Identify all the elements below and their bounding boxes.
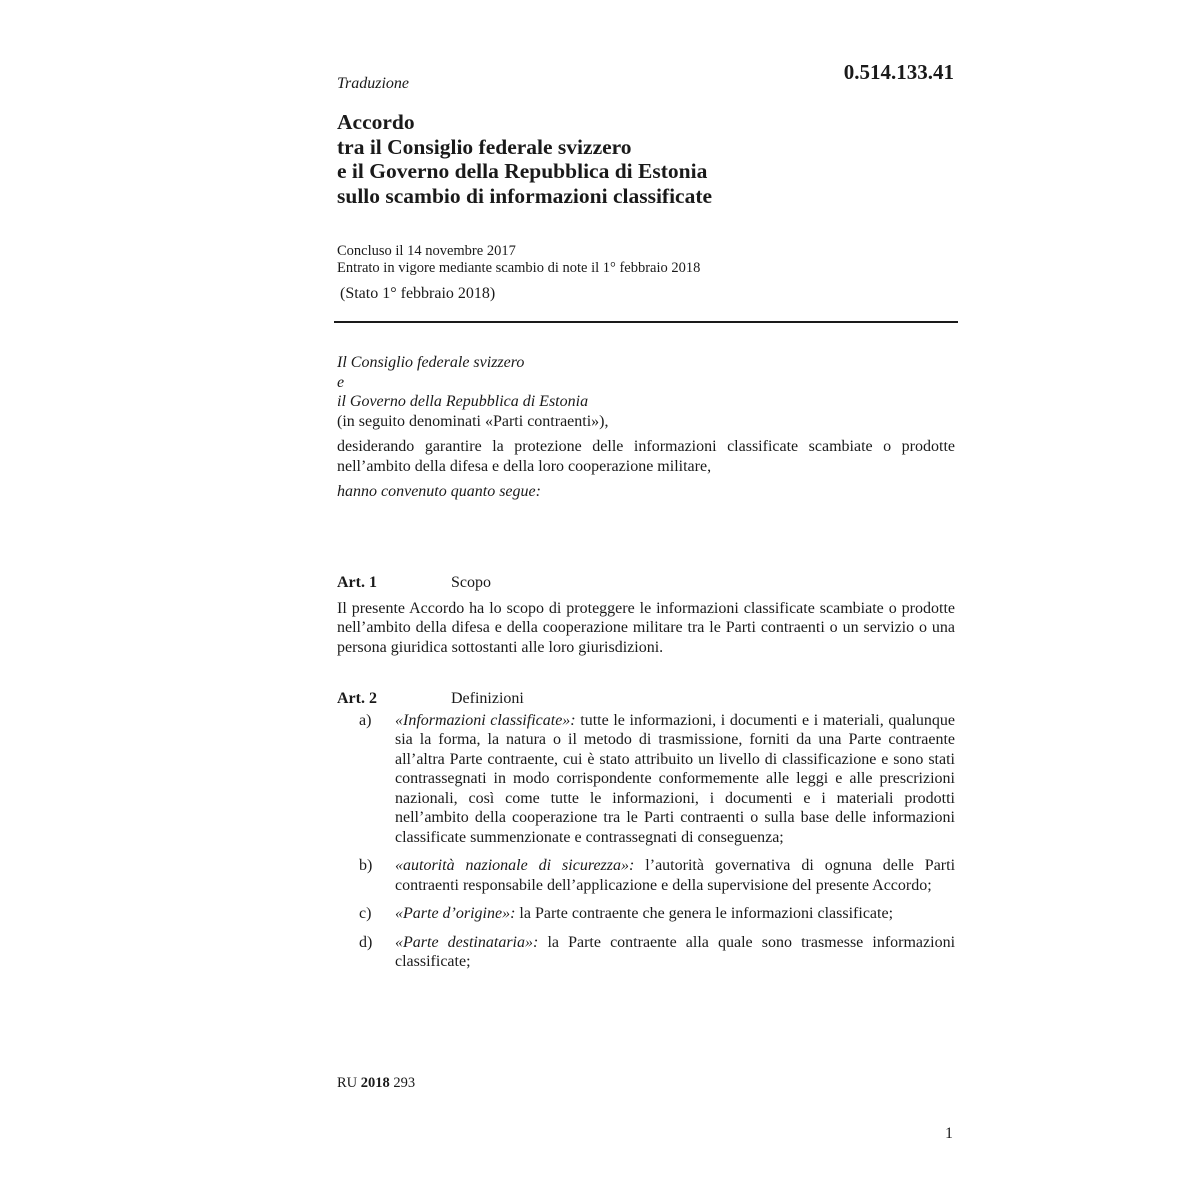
- definition-letter: a): [359, 711, 372, 729]
- definition-text: tutte le informazioni, i documenti e i materiali, qualunque sia la forma, la natura o il metodo di trasmissione, forniti da una Parte contraente all’altra Parte contraente, cui è stato attribuito un livello di classificazione e sono stati contrassegnati in modo corrispondente conformemente alle leggi e alle prescrizioni nazionali, così come tutte le informazioni, i documenti e i materiali prodotti nell’ambito della cooperazione tra le Parti contraenti o sulla base delle informazioni classificate summenzionate e contrassegnati di conseguenza;: [395, 711, 956, 846]
- official-compilation-reference: [337, 1075, 415, 1092]
- definition-item: [337, 904, 955, 924]
- definition-item: [337, 933, 955, 972]
- title-line: Accordo: [337, 110, 415, 134]
- header-divider: [334, 321, 958, 323]
- definition-item: [337, 711, 955, 848]
- definition-item: [337, 856, 955, 895]
- title-line: sullo scambio di informazioni classificate: [337, 183, 713, 208]
- document-metadata: [337, 243, 700, 277]
- preamble-recital: desiderando garantire la protezione delle informazioni classificate scambiate o prodotte nell’ambito della difesa e della loro cooperazione militare,: [337, 438, 955, 475]
- definition-term: «Informazioni classificate»:: [395, 711, 576, 729]
- article-body: Il presente Accordo ha lo scopo di proteggere le informazioni classificate scambiate o prodotte nell’ambito della difesa e della cooperazione militare tra le Parti contraenti o un servizio o una persona giuridica sottostanti alle loro giurisdizioni.: [337, 599, 955, 656]
- definition-text: la Parte contraente alla quale sono trasmesse informazioni classificate;: [395, 933, 956, 970]
- definition-letter: b): [359, 857, 373, 874]
- preamble: [337, 353, 955, 502]
- definition-term: «Parte d’origine»:: [395, 905, 516, 922]
- page-number: 1: [945, 1125, 953, 1142]
- preamble-party-1: Il Consiglio federale svizzero: [337, 354, 525, 371]
- article-number: Art. 1: [337, 574, 377, 591]
- ru-year: 2018: [360, 1075, 390, 1091]
- article-title: Definizioni: [451, 690, 524, 707]
- title-line: tra il Consiglio federale svizzero: [337, 134, 632, 159]
- article-heading: [337, 573, 955, 593]
- translation-label: Traduzione: [337, 75, 410, 92]
- definition-letter: c): [359, 905, 372, 922]
- article-title: Scopo: [451, 574, 491, 591]
- definition-letter: d): [359, 933, 373, 951]
- article-heading: [337, 689, 955, 709]
- preamble-party-2: il Governo della Repubblica di Estonia: [337, 393, 589, 410]
- definition-term: «autorità nazionale di sicurezza»:: [395, 857, 635, 874]
- definition-text: la Parte contraente che genera le informazioni classificate;: [519, 905, 894, 922]
- article-2: [337, 689, 955, 981]
- ru-prefix: RU: [337, 1075, 358, 1091]
- definition-text: l’autorità governativa di ognuna delle Parti contraenti responsabile dell’applicazione e della supervisione del presente Accordo;: [395, 857, 956, 894]
- article-number: Art. 2: [337, 690, 377, 707]
- preamble-designation: (in seguito denominati «Parti contraenti»),: [337, 412, 609, 430]
- preamble-conjunction: e: [337, 373, 345, 391]
- sr-number: 0.514.133.41: [843, 60, 954, 84]
- definition-term: «Parte destinataria»:: [395, 933, 539, 951]
- ru-page: 293: [393, 1075, 416, 1091]
- concluded-date: Concluso il 14 novembre 2017: [337, 243, 516, 259]
- preamble-agreement: hanno convenuto quanto segue:: [337, 483, 541, 500]
- definitions-list: [337, 711, 955, 972]
- title-line: e il Governo della Repubblica di Estonia: [337, 159, 708, 183]
- status-date: (Stato 1° febbraio 2018): [340, 285, 496, 302]
- article-1: [337, 573, 955, 657]
- document-title: [337, 110, 957, 208]
- in-force-date: Entrato in vigore mediante scambio di note il 1° febbraio 2018: [337, 260, 701, 276]
